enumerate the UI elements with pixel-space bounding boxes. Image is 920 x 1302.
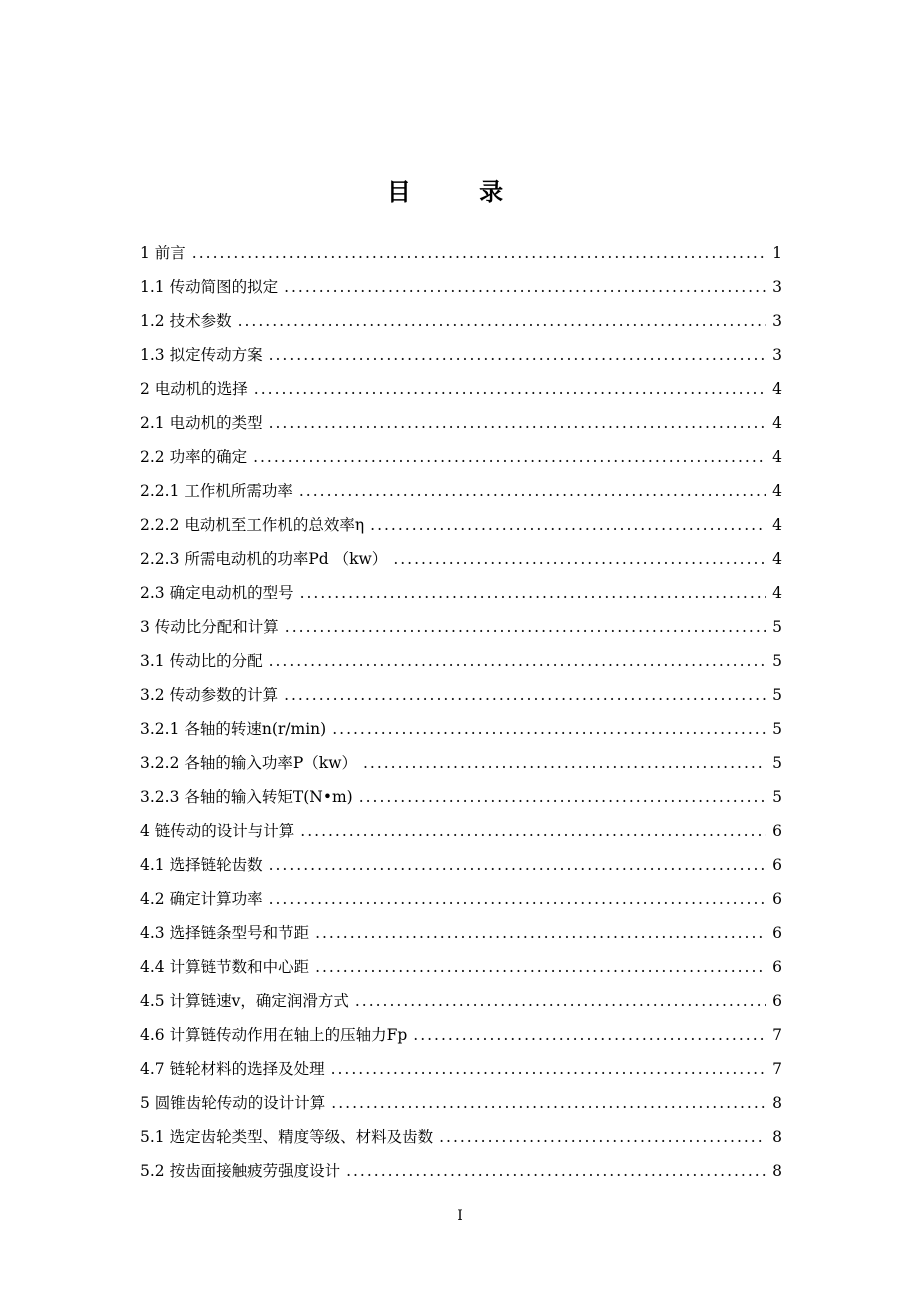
toc-entry[interactable]	[140, 440, 782, 474]
toc-entry[interactable]	[140, 678, 782, 712]
toc-entry[interactable]	[140, 372, 782, 406]
toc-entry-label: 3.2.3 各轴的输入转矩T(N•m)	[140, 788, 353, 806]
toc-entry[interactable]	[140, 780, 782, 814]
toc-entry-label: 2.3 确定电动机的型号	[140, 584, 294, 602]
toc-entry-label: 4.5 计算链速v，确定润滑方式	[140, 992, 349, 1010]
toc-entry-label: 4.3 选择链条型号和节距	[140, 924, 310, 942]
toc-entry-page: 8	[772, 1162, 782, 1180]
toc-dot-leader	[300, 576, 767, 610]
toc-entry[interactable]	[140, 950, 782, 984]
toc-entry[interactable]	[140, 1120, 782, 1154]
toc-entry[interactable]	[140, 1052, 782, 1086]
toc-entry-label: 2.2 功率的确定	[140, 448, 248, 466]
toc-entry-label: 2.2.2 电动机至工作机的总效率η	[140, 516, 365, 534]
toc-dot-leader	[315, 950, 766, 984]
toc-dot-leader	[269, 644, 767, 678]
toc-dot-leader	[269, 338, 767, 372]
toc-entry-label: 3.2.1 各轴的转速n(r/min)	[140, 720, 327, 738]
toc-entry[interactable]	[140, 508, 782, 542]
toc-dot-leader	[413, 1018, 766, 1052]
toc-dot-leader	[331, 1086, 766, 1120]
toc-entry-page: 4	[772, 516, 782, 534]
toc-entry-label: 3 传动比分配和计算	[140, 618, 279, 636]
toc-entry-page: 8	[772, 1128, 782, 1146]
toc-entry-label: 3.2.2 各轴的输入功率P（kw）	[140, 754, 357, 772]
toc-entry[interactable]	[140, 848, 782, 882]
toc-entry-page: 4	[772, 482, 782, 500]
toc-entry[interactable]	[140, 542, 782, 576]
toc-dot-leader	[284, 270, 766, 304]
toc-entry-label: 5.1 选定齿轮类型、精度等级、材料及齿数	[140, 1128, 434, 1146]
page-title: 目 录	[386, 178, 534, 206]
toc-entry[interactable]	[140, 474, 782, 508]
toc-dot-leader	[284, 678, 766, 712]
toc-entry-label: 4.7 链轮材料的选择及处理	[140, 1060, 325, 1078]
toc-dot-leader	[346, 1154, 766, 1188]
toc-entry-page: 5	[772, 754, 782, 772]
toc-entry-label: 1.1 传动简图的拟定	[140, 278, 279, 296]
toc-entry-label: 2 电动机的选择	[140, 380, 248, 398]
toc-dot-leader	[393, 542, 766, 576]
toc-entry-label: 3.1 传动比的分配	[140, 652, 263, 670]
toc-dot-leader	[315, 916, 766, 950]
toc-dot-leader	[439, 1120, 766, 1154]
toc-entry-label: 4.4 计算链节数和中心距	[140, 958, 310, 976]
toc-entry-label: 2.1 电动机的类型	[140, 414, 263, 432]
toc-entry-page: 1	[772, 244, 782, 262]
toc-entry-label: 3.2 传动参数的计算	[140, 686, 279, 704]
toc-entry[interactable]	[140, 984, 782, 1018]
toc-entry-page: 5	[772, 720, 782, 738]
toc-entry-page: 5	[772, 618, 782, 636]
toc-entry[interactable]	[140, 236, 782, 270]
toc-entry-page: 3	[772, 346, 782, 364]
toc-entry-label: 4 链传动的设计与计算	[140, 822, 295, 840]
toc-entry-page: 4	[772, 414, 782, 432]
table-of-contents	[140, 236, 782, 1188]
toc-entry[interactable]	[140, 1154, 782, 1188]
toc-entry-page: 5	[772, 788, 782, 806]
toc-entry-label: 2.2.1 工作机所需功率	[140, 482, 293, 500]
toc-entry-page: 5	[772, 652, 782, 670]
toc-entry-page: 6	[772, 992, 782, 1010]
toc-entry-page: 3	[772, 278, 782, 296]
toc-entry-label: 1 前言	[140, 244, 186, 262]
toc-entry-page: 7	[772, 1060, 782, 1078]
toc-entry[interactable]	[140, 576, 782, 610]
toc-entry-label: 4.1 选择链轮齿数	[140, 856, 263, 874]
toc-entry-label: 1.3 拟定传动方案	[140, 346, 263, 364]
toc-entry[interactable]	[140, 1086, 782, 1120]
toc-entry-page: 6	[772, 924, 782, 942]
toc-entry-page: 4	[772, 380, 782, 398]
toc-dot-leader	[299, 474, 766, 508]
toc-entry[interactable]	[140, 270, 782, 304]
toc-entry[interactable]	[140, 712, 782, 746]
toc-entry[interactable]	[140, 814, 782, 848]
toc-entry-label: 1.2 技术参数	[140, 312, 232, 330]
toc-dot-leader	[238, 304, 767, 338]
toc-entry-label: 5.2 按齿面接触疲劳强度设计	[140, 1162, 341, 1180]
toc-dot-leader	[269, 406, 767, 440]
toc-entry[interactable]	[140, 610, 782, 644]
toc-dot-leader	[300, 814, 766, 848]
toc-entry[interactable]	[140, 1018, 782, 1052]
toc-entry-page: 3	[772, 312, 782, 330]
toc-dot-leader	[254, 372, 766, 406]
toc-entry[interactable]	[140, 338, 782, 372]
toc-entry[interactable]	[140, 882, 782, 916]
toc-dot-leader	[269, 882, 767, 916]
toc-dot-leader	[332, 712, 766, 746]
toc-dot-leader	[269, 848, 767, 882]
toc-entry-page: 4	[772, 584, 782, 602]
page-number-footer: I	[457, 1208, 463, 1224]
toc-entry-page: 4	[772, 550, 782, 568]
toc-dot-leader	[355, 984, 766, 1018]
toc-entry-label: 4.2 确定计算功率	[140, 890, 263, 908]
toc-entry-page: 4	[772, 448, 782, 466]
toc-dot-leader	[253, 440, 766, 474]
toc-entry-page: 6	[772, 958, 782, 976]
toc-entry-label: 4.6 计算链传动作用在轴上的压轴力Fp	[140, 1026, 408, 1044]
toc-entry-page: 6	[772, 822, 782, 840]
toc-entry[interactable]	[140, 304, 782, 338]
toc-entry-label: 5 圆锥齿轮传动的设计计算	[140, 1094, 326, 1112]
toc-entry-page: 5	[772, 686, 782, 704]
toc-entry[interactable]	[140, 916, 782, 950]
toc-entry-label: 2.2.3 所需电动机的功率Pd （kw）	[140, 550, 388, 568]
toc-entry-page: 6	[772, 856, 782, 874]
toc-entry-page: 8	[772, 1094, 782, 1112]
toc-dot-leader	[359, 780, 766, 814]
toc-dot-leader	[192, 236, 766, 270]
toc-entry-page: 6	[772, 890, 782, 908]
toc-dot-leader	[285, 610, 766, 644]
toc-entry-page: 7	[772, 1026, 782, 1044]
toc-entry[interactable]	[140, 406, 782, 440]
toc-entry[interactable]	[140, 746, 782, 780]
toc-entry[interactable]	[140, 644, 782, 678]
toc-dot-leader	[331, 1052, 767, 1086]
toc-dot-leader	[370, 508, 766, 542]
toc-dot-leader	[363, 746, 766, 780]
